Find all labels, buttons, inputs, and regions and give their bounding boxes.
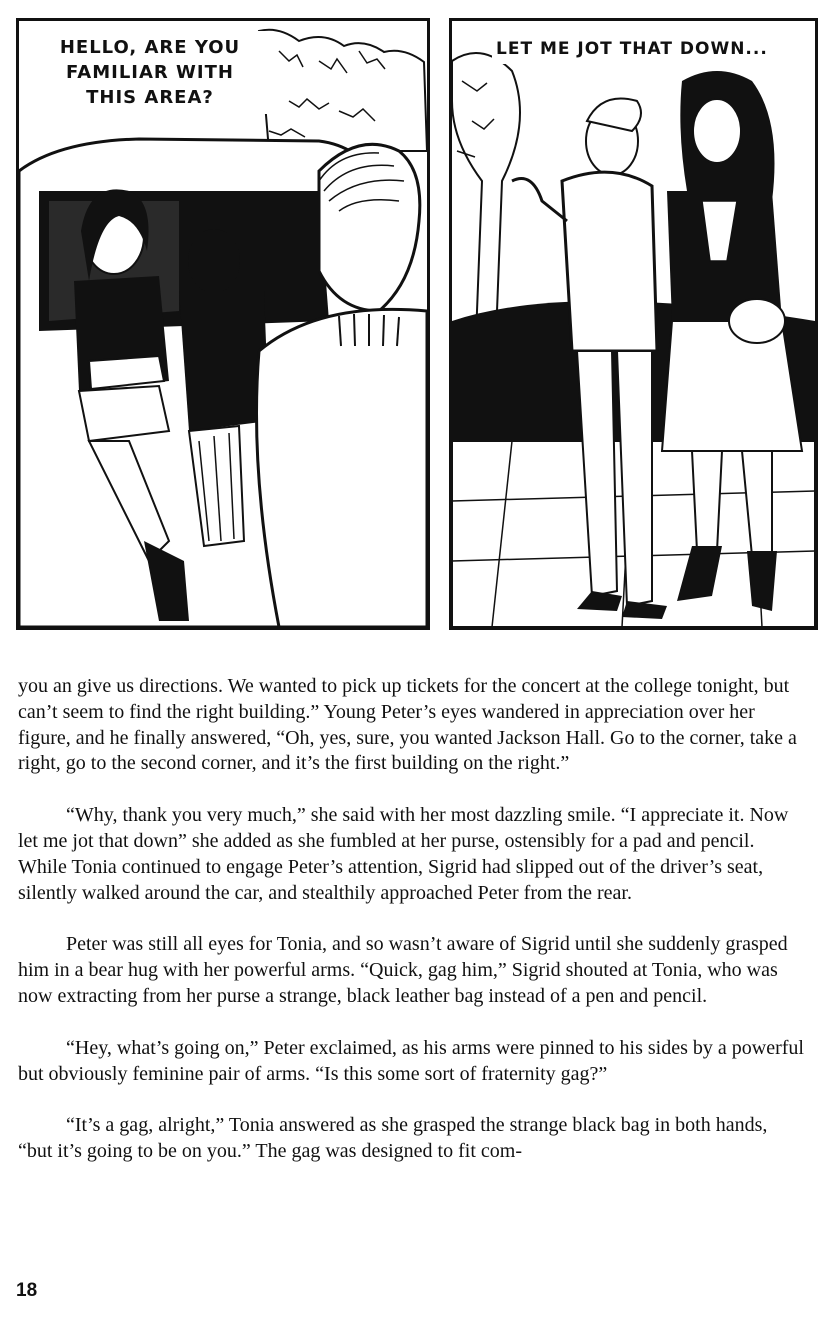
paragraph-4: “Hey, what’s going on,” Peter exclaimed, as his arms were pinned to his sides by a powerful but obviously feminine pair of arms. “Is this some sort of fraternity gag?”: [18, 1036, 804, 1085]
panel-right-illustration: [452, 21, 815, 627]
paragraph-5: “It’s a gag, alright,” Tonia answered as she grasped the strange black bag in both hands, “but it’s going to be on you.” The gag was designed to fit com-: [18, 1114, 768, 1163]
page-number: 18: [16, 1280, 38, 1301]
speech-balloon-left: HELLO, ARE YOU FAMILIAR WITH THIS AREA?: [29, 31, 271, 114]
paragraph-3: Peter was still all eyes for Tonia, and so wasn’t aware of Sigrid until she suddenly grasped him in a bear hug with her powerful arms. “Quick, gag him,” Sigrid shouted at Tonia, who was now extracting from her purse a strange, black leather bag instead of a pen and pencil.: [18, 933, 788, 1007]
paragraph-1: you an give us directions. We wanted to pick up tickets for the concert at the college tonight, but can’t seem to find the right building.” Young Peter’s eyes wandered in appreciation over her figure, and he finally answered, “Oh, yes, sure, you wanted Jackson Hall. Go to the corner, take a right, go to the second corner, and it’s the first building on the right.”: [18, 675, 797, 775]
body-text: [18, 674, 804, 1191]
comic-panel-left: [16, 18, 430, 630]
paragraph-2: “Why, thank you very much,” she said with her most dazzling smile. “I appreciate it. Now let me jot that down” she added as she fumbled at her purse, ostensibly for a pad and pencil. While Tonia continued to engage Peter’s attention, Sigrid had slipped out of the driver’s seat, silently walked around the car, and stealthily approached Peter from the rear.: [18, 804, 789, 904]
speech-balloon-right: LET ME JOT THAT DOWN...: [492, 35, 818, 64]
comic-panel-right: [449, 18, 818, 630]
